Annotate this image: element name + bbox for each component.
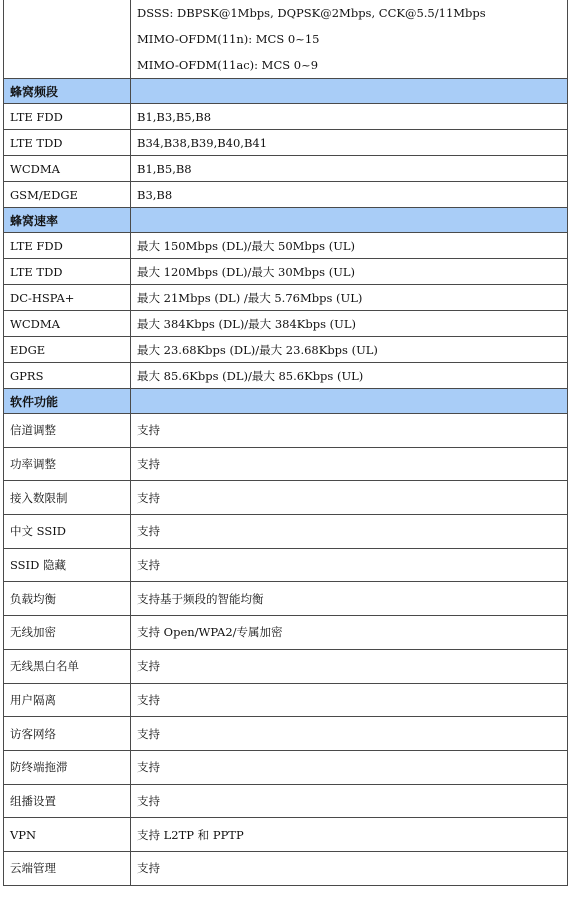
row-value: 支持 (131, 784, 568, 818)
row-value: 支持 (131, 414, 568, 448)
row-value: 支持 (131, 750, 568, 784)
row-value: 支持 (131, 481, 568, 515)
section-cellular-rates (4, 208, 568, 233)
row-value: 支持 (131, 649, 568, 683)
row-label: VPN (4, 818, 131, 852)
table-row (4, 259, 568, 285)
row-label: 访客网络 (4, 717, 131, 751)
table-row (4, 337, 568, 363)
table-row (4, 750, 568, 784)
table-row (4, 683, 568, 717)
row-value: 支持 (131, 683, 568, 717)
section-title: 软件功能 (4, 389, 131, 414)
row-label: 接入数限制 (4, 481, 131, 515)
row-value: 支持 (131, 851, 568, 885)
row-label: 负载均衡 (4, 582, 131, 616)
spec-table (3, 0, 568, 886)
table-row (4, 548, 568, 582)
row-label: 中文 SSID (4, 515, 131, 549)
wifi-rate-line: MIMO-OFDM(11ac): MCS 0~9 (137, 58, 319, 72)
table-row (4, 481, 568, 515)
row-value: 支持 (131, 548, 568, 582)
wifi-rate-label (4, 0, 131, 79)
row-value: B1,B5,B8 (131, 156, 568, 182)
row-value: 支持 (131, 717, 568, 751)
row-label: LTE TDD (4, 259, 131, 285)
wifi-rate-row (4, 0, 568, 79)
table-row (4, 818, 568, 852)
table-row (4, 582, 568, 616)
row-label: LTE TDD (4, 130, 131, 156)
table-row (4, 784, 568, 818)
row-label: WCDMA (4, 156, 131, 182)
table-row (4, 156, 568, 182)
table-row (4, 285, 568, 311)
row-value: 最大 23.68Kbps (DL)/最大 23.68Kbps (UL) (131, 337, 568, 363)
table-row (4, 851, 568, 885)
row-label: GSM/EDGE (4, 182, 131, 208)
row-label: 组播设置 (4, 784, 131, 818)
row-label: DC-HSPA+ (4, 285, 131, 311)
table-row (4, 363, 568, 389)
row-value: 最大 120Mbps (DL)/最大 30Mbps (UL) (131, 259, 568, 285)
row-label: 无线黑白名单 (4, 649, 131, 683)
row-label: 用户隔离 (4, 683, 131, 717)
wifi-rate-line: MIMO-OFDM(11n): MCS 0~15 (137, 32, 320, 46)
section-blank (131, 208, 568, 233)
row-label: 防终端拖滞 (4, 750, 131, 784)
row-value: 支持 (131, 447, 568, 481)
row-value: 最大 150Mbps (DL)/最大 50Mbps (UL) (131, 233, 568, 259)
row-label: LTE FDD (4, 233, 131, 259)
row-value: 最大 21Mbps (DL) /最大 5.76Mbps (UL) (131, 285, 568, 311)
row-label: 功率调整 (4, 447, 131, 481)
section-blank (131, 79, 568, 104)
wifi-rate-line: DSSS: DBPSK@1Mbps, DQPSK@2Mbps, CCK@5.5/11Mbps (137, 6, 486, 20)
row-label: LTE FDD (4, 104, 131, 130)
table-row (4, 414, 568, 448)
row-label: EDGE (4, 337, 131, 363)
row-value: 最大 85.6Kbps (DL)/最大 85.6Kbps (UL) (131, 363, 568, 389)
section-software (4, 389, 568, 414)
row-label: SSID 隐藏 (4, 548, 131, 582)
row-value: 支持 Open/WPA2/专属加密 (131, 616, 568, 650)
section-title: 蜂窝频段 (4, 79, 131, 104)
table-row (4, 447, 568, 481)
row-value: 支持 (131, 515, 568, 549)
table-row (4, 649, 568, 683)
row-label: WCDMA (4, 311, 131, 337)
section-cellular-bands (4, 79, 568, 104)
table-row (4, 104, 568, 130)
table-row (4, 130, 568, 156)
table-row (4, 515, 568, 549)
row-value: 支持 L2TP 和 PPTP (131, 818, 568, 852)
table-row (4, 233, 568, 259)
row-value: B3,B8 (131, 182, 568, 208)
table-row (4, 182, 568, 208)
row-value: 最大 384Kbps (DL)/最大 384Kbps (UL) (131, 311, 568, 337)
row-value: 支持基于频段的智能均衡 (131, 582, 568, 616)
table-row (4, 717, 568, 751)
row-label: 云端管理 (4, 851, 131, 885)
section-title: 蜂窝速率 (4, 208, 131, 233)
row-value: B34,B38,B39,B40,B41 (131, 130, 568, 156)
wifi-rate-values (131, 0, 568, 79)
table-row (4, 616, 568, 650)
row-label: 无线加密 (4, 616, 131, 650)
table-row (4, 311, 568, 337)
row-label: 信道调整 (4, 414, 131, 448)
row-value: B1,B3,B5,B8 (131, 104, 568, 130)
section-blank (131, 389, 568, 414)
row-label: GPRS (4, 363, 131, 389)
